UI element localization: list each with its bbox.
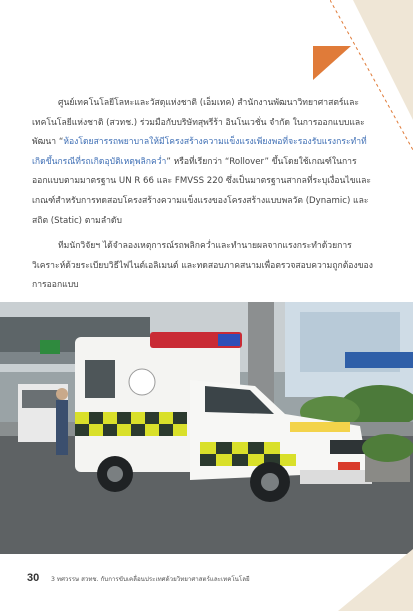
paragraph-1-text-b: ” หรือที่เรียกว่า “Rollover” ขึ้นโดยใช้เกณฑ์ในการออกแบบตามมาตรฐาน UN R 66 และ FMVSS 220 ซึ่งเป็นมาตรฐานสากลที่ระบุเงื่อนไขและเกณฑ์สำหรับการทดสอบโครงสร้างความแข็งแรงของโครงสร้างแบบพลวัต (Dynamic) และสถิต (Static) ตามลำดับ: [32, 156, 371, 226]
paragraph-1: [32, 94, 378, 231]
page-number: 30: [27, 572, 40, 584]
paragraph-1-highlight: ห้องโดยสารรถพยาบาลให้มีโครงสร้างความแข็งแรงเพียงพอที่จะรองรับแรงกระทำที่เกิดขึ้นกรณีที่รถเกิดอุบัติเหตุพลิกคว่ำ: [32, 137, 367, 167]
footer-corner-decoration: [318, 549, 413, 611]
ambulance-photo: [0, 302, 413, 554]
paragraph-2: [32, 237, 378, 296]
paragraph-1-text-a: ศูนย์เทคโนโลยีโลหะและวัสดุแห่งชาติ (เอ็มเทค) สำนักงานพัฒนาวิทยาศาสตร์และเทคโนโลยีแห่งชาติ (สวทช.) ร่วมมือกับบริษัทสุพรีร้า อินโนเวชั่น จำกัด ในการออกแบบและพัฒนา “: [32, 98, 365, 148]
paragraph-2-text: ทีมนักวิจัยฯ ได้จำลองเหตุการณ์รถพลิกคว่ำและทำนายผลจากแรงกระทำด้วยการวิเคราะห์ด้วยระเบียบวิธีไฟไนต์เอลิเมนต์ และทดสอบภาคสนามเพื่อตรวจสอบความถูกต้องของการออกแบบ: [32, 241, 373, 291]
footer-text: 3 ทศวรรษ สวทช. กับการขับเคลื่อนประเทศด้วยวิทยาศาสตร์และเทคโนโลยี: [51, 576, 250, 583]
orange-triangle-decoration: [313, 46, 351, 80]
